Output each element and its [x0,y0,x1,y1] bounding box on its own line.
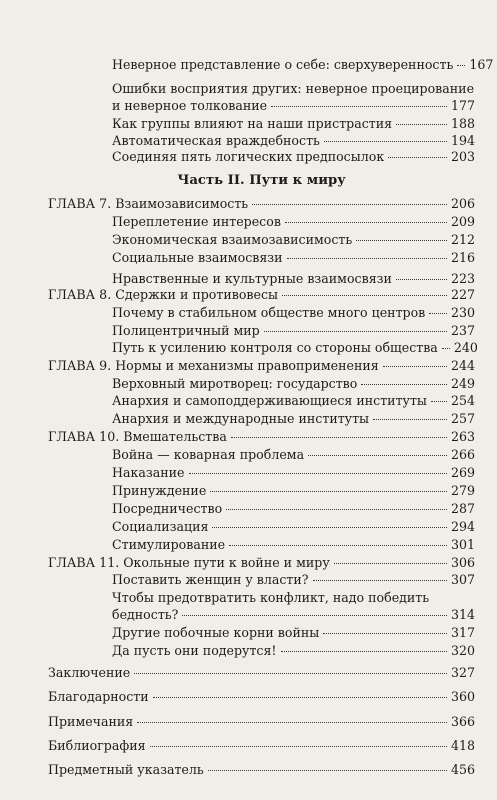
dot-leader [282,295,447,296]
part-heading: Часть II. Пути к миру [177,173,346,188]
toc-entry-title: Переплетение интересов [112,214,281,229]
toc-entry [112,149,475,164]
toc-entry [112,519,475,534]
dot-leader [231,437,447,438]
toc-chapter-entry [48,287,475,302]
dot-leader [134,673,447,674]
toc-entry-title: Нравственные и культурные взаимосвязи [112,271,392,286]
dot-leader [285,222,447,223]
dot-leader [189,473,447,474]
toc-entry [112,572,475,587]
toc-entry-title: Неверное представление о себе: сверхуверенность [112,57,454,72]
toc-entry-title: Полицентричный мир [112,323,260,338]
page-number: 167 [469,57,494,72]
toc-entry [112,483,475,498]
page-number: 177 [450,98,475,113]
page-number: 317 [450,625,475,640]
toc-entry [112,643,475,658]
toc-entry-title: Соединяя пять логических предпосылок [112,149,385,164]
page-number: 188 [450,116,475,131]
page-number: 244 [450,358,475,373]
dot-leader [431,401,447,402]
toc-entry-title: ГЛАВА 7. Взаимозависимость [48,196,249,211]
toc-entry [112,214,475,229]
dot-leader [229,545,447,546]
toc-entry [112,393,475,408]
toc-entry-title-continued: бедность? [112,607,179,622]
page-number: 279 [450,483,475,498]
page-number: 263 [450,429,475,444]
dot-leader [361,384,447,385]
page-number: 203 [450,149,475,164]
page-number: 320 [450,643,475,658]
toc-entry-title: Социализация [112,519,209,534]
dot-leader [287,258,447,259]
dot-leader [313,580,447,581]
toc-entry-title: ГЛАВА 11. Окольные пути к войне и миру [48,555,330,570]
toc-entry [112,376,475,391]
toc-entry [112,465,475,480]
toc-entry [112,625,475,640]
toc-entry-title: Анархия и международные институты [112,411,370,426]
page-number: 254 [450,393,475,408]
page-number: 301 [450,537,475,552]
page-number: 249 [450,376,475,391]
dot-leader [429,313,447,314]
toc-entry-title: Предметный указатель [48,762,204,777]
dot-leader [182,615,447,616]
toc-entry-title: ГЛАВА 8. Сдержки и противовесы [48,287,279,302]
toc-entry-title: Верховный миротворец: государство [112,376,358,391]
dot-leader [396,124,447,125]
toc-entry [112,250,475,265]
dot-leader [442,348,450,349]
dot-leader [150,746,447,747]
page-number: 294 [450,519,475,534]
toc-entry [112,447,475,462]
page-number: 418 [450,738,475,753]
dot-leader [208,770,447,771]
toc-entry-title: Ошибки восприятия других: неверное проецирование [112,81,475,96]
dot-leader [323,633,447,634]
toc-entry-title: Как группы влияют на наши пристрастия [112,116,393,131]
page-number: 230 [450,305,475,320]
page-number: 456 [450,762,475,777]
page-number: 327 [450,665,475,680]
toc-entry-title: ГЛАВА 9. Нормы и механизмы правоприменения [48,358,379,373]
page-number: 269 [450,465,475,480]
page-number: 257 [450,411,475,426]
page-number: 212 [450,232,475,247]
toc-chapter-entry [48,665,475,680]
toc-entry [112,116,475,131]
dot-leader [212,527,447,528]
toc-entry [112,537,475,552]
page-number: 314 [450,607,475,622]
toc-entry [112,232,475,247]
toc-entry-title: Война — коварная проблема [112,447,305,462]
toc-entry [112,305,475,320]
dot-leader [373,419,447,420]
page-number: 227 [450,287,475,302]
dot-leader [264,331,447,332]
toc-entry-title: Да пусть они подерутся! [112,643,277,658]
dot-leader [457,65,465,66]
page-number: 206 [450,196,475,211]
dot-leader [383,366,447,367]
toc-entry-title: Другие побочные корни войны [112,625,320,640]
toc-chapter-entry [48,689,475,704]
toc-chapter-entry [48,196,475,211]
dot-leader [388,157,447,158]
dot-leader [226,509,447,510]
toc-entry-title: Социальные взаимосвязи [112,250,283,265]
toc-entry-title: Автоматическая враждебность [112,133,320,148]
dot-leader [281,651,447,652]
toc-chapter-entry [48,555,475,570]
toc-entry [112,607,475,622]
toc-entry [112,57,494,72]
toc-entry-title: Поставить женщин у власти? [112,572,309,587]
page-number: 366 [450,714,475,729]
toc-entry [112,340,478,355]
toc-chapter-entry [48,714,475,729]
dot-leader [396,279,447,280]
dot-leader [334,563,447,564]
page-number: 287 [450,501,475,516]
page-number: 209 [450,214,475,229]
dot-leader [308,455,447,456]
dot-leader [324,141,447,142]
toc-entry-title: Принуждение [112,483,207,498]
toc-chapter-entry [48,429,475,444]
toc-chapter-entry [48,738,475,753]
page-number: 266 [450,447,475,462]
toc-entry-title: Стимулирование [112,537,226,552]
dot-leader [137,722,447,723]
dot-leader [356,240,447,241]
toc-entry-title: Посредничество [112,501,223,516]
toc-entry-title: Заключение [48,665,131,680]
dot-leader [210,491,447,492]
page-number: 223 [450,271,475,286]
toc-chapter-entry [48,358,475,373]
toc-entry-title: Примечания [48,714,134,729]
dot-leader [153,697,447,698]
page-number: 237 [450,323,475,338]
page-number: 306 [450,555,475,570]
toc-entry [112,411,475,426]
page-number: 194 [450,133,475,148]
dot-leader [271,106,447,107]
page-number: 307 [450,572,475,587]
toc-entry [112,323,475,338]
dot-leader [252,204,447,205]
toc-entry-title: Почему в стабильном обществе много центров [112,305,426,320]
page-number: 216 [450,250,475,265]
toc-entry-title: Путь к усилению контроля со стороны общества [112,340,438,355]
toc-entry [112,98,475,113]
toc-entry-title: Библиография [48,738,146,753]
toc-chapter-entry [48,762,475,777]
toc-entry [112,133,475,148]
toc-entry-title-continued: и неверное толкование [112,98,268,113]
page-number: 360 [450,689,475,704]
toc-entry-title: Наказание [112,465,185,480]
toc-entry-title: Благодарности [48,689,149,704]
toc-entry-title: ГЛАВА 10. Вмешательства [48,429,227,444]
page-number: 240 [453,340,478,355]
toc-entry [112,271,475,286]
toc-entry [112,501,475,516]
toc-entry-title: Чтобы предотвратить конфликт, надо победить [112,590,430,605]
toc-entry-title: Анархия и самоподдерживающиеся институты [112,393,427,408]
toc-entry-title: Экономическая взаимозависимость [112,232,353,247]
